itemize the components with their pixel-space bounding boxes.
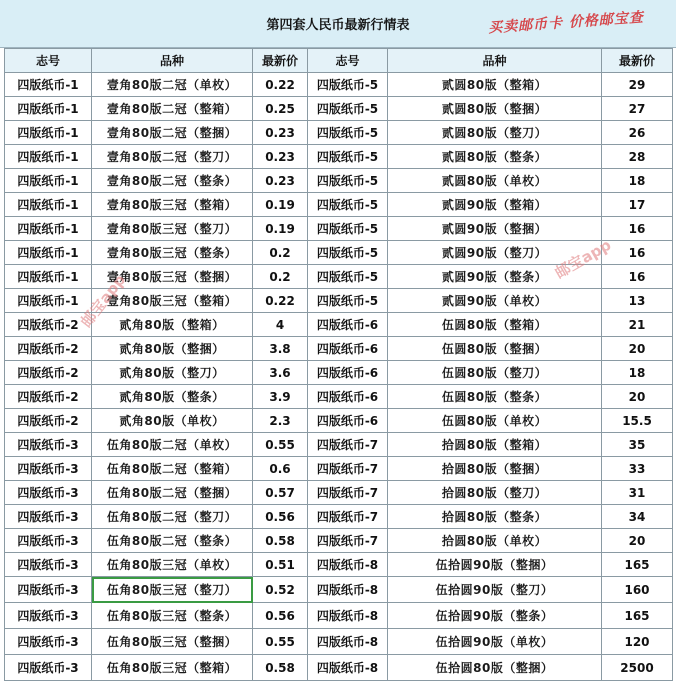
cell-price[interactable]: 160 xyxy=(602,577,673,603)
cell-code[interactable]: 四版纸币-8 xyxy=(308,553,388,577)
cell-price[interactable]: 0.55 xyxy=(253,629,308,655)
cell-variety[interactable]: 壹角80版三冠（整条） xyxy=(92,241,253,265)
cell-code[interactable]: 四版纸币-2 xyxy=(5,409,92,433)
cell-code[interactable]: 四版纸币-7 xyxy=(308,505,388,529)
cell-price[interactable]: 0.19 xyxy=(253,217,308,241)
cell-code[interactable]: 四版纸币-3 xyxy=(5,529,92,553)
header-price: 最新价 xyxy=(602,49,673,73)
price-table xyxy=(4,48,673,681)
cell-code[interactable]: 四版纸币-1 xyxy=(5,265,92,289)
cell-code[interactable]: 四版纸币-8 xyxy=(308,655,388,681)
cell-price[interactable]: 3.6 xyxy=(253,361,308,385)
cell-price[interactable]: 0.55 xyxy=(253,433,308,457)
cell-price[interactable]: 165 xyxy=(602,553,673,577)
cell-variety[interactable]: 拾圆80版（整刀） xyxy=(388,481,602,505)
cell-code[interactable]: 四版纸币-1 xyxy=(5,289,92,313)
watermark: 邮宝app xyxy=(551,235,615,283)
cell-price[interactable]: 0.51 xyxy=(253,553,308,577)
cell-price[interactable]: 18 xyxy=(602,169,673,193)
cell-code[interactable]: 四版纸币-2 xyxy=(5,361,92,385)
cell-price[interactable]: 16 xyxy=(602,241,673,265)
cell-price[interactable]: 0.57 xyxy=(253,481,308,505)
cell-price[interactable]: 20 xyxy=(602,337,673,361)
table-row xyxy=(5,457,673,481)
table-row xyxy=(5,553,673,577)
table-row xyxy=(5,313,673,337)
cell-price[interactable]: 13 xyxy=(602,289,673,313)
cell-code[interactable]: 四版纸币-1 xyxy=(5,193,92,217)
cell-variety[interactable]: 伍拾圆80版（整捆） xyxy=(388,655,602,681)
cell-variety[interactable]: 伍圆80版（整箱） xyxy=(388,313,602,337)
cell-code[interactable]: 四版纸币-5 xyxy=(308,241,388,265)
cell-variety[interactable]: 伍拾圆90版（整条） xyxy=(388,603,602,629)
cell-variety[interactable]: 伍角80版二冠（单枚） xyxy=(92,433,253,457)
cell-variety[interactable]: 伍圆80版（整捆） xyxy=(388,337,602,361)
cell-variety[interactable]: 伍角80版二冠（整条） xyxy=(92,529,253,553)
cell-price[interactable]: 0.58 xyxy=(253,655,308,681)
table-row xyxy=(5,121,673,145)
cell-price[interactable]: 2500 xyxy=(602,655,673,681)
cell-price[interactable]: 16 xyxy=(602,265,673,289)
header-row xyxy=(5,49,673,73)
table-row xyxy=(5,655,673,681)
cell-price[interactable]: 0.23 xyxy=(253,169,308,193)
header-variety: 品种 xyxy=(92,49,253,73)
table-row xyxy=(5,169,673,193)
cell-price[interactable]: 0.19 xyxy=(253,193,308,217)
cell-variety[interactable]: 贰圆80版（整刀） xyxy=(388,121,602,145)
cell-price[interactable]: 35 xyxy=(602,433,673,457)
cell-price[interactable]: 3.8 xyxy=(253,337,308,361)
cell-variety[interactable]: 贰角80版（整刀） xyxy=(92,361,253,385)
cell-variety[interactable]: 贰圆80版（整捆） xyxy=(388,97,602,121)
cell-code[interactable]: 四版纸币-6 xyxy=(308,385,388,409)
table-row xyxy=(5,505,673,529)
cell-variety[interactable]: 壹角80版三冠（整箱） xyxy=(92,193,253,217)
cell-code[interactable]: 四版纸币-2 xyxy=(5,337,92,361)
table-row xyxy=(5,481,673,505)
cell-code[interactable]: 四版纸币-1 xyxy=(5,169,92,193)
table-row xyxy=(5,145,673,169)
table-row xyxy=(5,409,673,433)
cell-price[interactable]: 0.25 xyxy=(253,97,308,121)
cell-variety[interactable]: 拾圆80版（整捆） xyxy=(388,457,602,481)
table-row xyxy=(5,97,673,121)
cell-price[interactable]: 28 xyxy=(602,145,673,169)
cell-variety[interactable]: 壹角80版二冠（整刀） xyxy=(92,145,253,169)
cell-code[interactable]: 四版纸币-5 xyxy=(308,121,388,145)
cell-variety[interactable]: 伍角80版三冠（整刀） xyxy=(92,577,253,603)
cell-code[interactable]: 四版纸币-3 xyxy=(5,433,92,457)
cell-price[interactable]: 0.56 xyxy=(253,603,308,629)
cell-price[interactable]: 2.3 xyxy=(253,409,308,433)
cell-code[interactable]: 四版纸币-3 xyxy=(5,655,92,681)
cell-price[interactable]: 0.58 xyxy=(253,529,308,553)
cell-price[interactable]: 0.6 xyxy=(253,457,308,481)
cell-variety[interactable]: 伍角80版三冠（单枚） xyxy=(92,553,253,577)
cell-code[interactable]: 四版纸币-6 xyxy=(308,409,388,433)
table-row xyxy=(5,73,673,97)
cell-code[interactable]: 四版纸币-8 xyxy=(308,629,388,655)
cell-variety[interactable]: 壹角80版三冠（整捆） xyxy=(92,265,253,289)
cell-price[interactable]: 0.23 xyxy=(253,145,308,169)
cell-variety[interactable]: 贰圆90版（整条） xyxy=(388,265,602,289)
table-row xyxy=(5,241,673,265)
cell-code[interactable]: 四版纸币-7 xyxy=(308,433,388,457)
cell-price[interactable]: 18 xyxy=(602,361,673,385)
cell-variety[interactable]: 伍角80版三冠（整捆） xyxy=(92,629,253,655)
table-row xyxy=(5,265,673,289)
cell-price[interactable]: 31 xyxy=(602,481,673,505)
cell-code[interactable]: 四版纸币-5 xyxy=(308,97,388,121)
cell-price[interactable]: 4 xyxy=(253,313,308,337)
header-code: 志号 xyxy=(308,49,388,73)
cell-code[interactable]: 四版纸币-6 xyxy=(308,313,388,337)
cell-price[interactable]: 20 xyxy=(602,385,673,409)
cell-code[interactable]: 四版纸币-5 xyxy=(308,145,388,169)
cell-price[interactable]: 33 xyxy=(602,457,673,481)
table-row xyxy=(5,433,673,457)
cell-variety[interactable]: 贰圆90版（单枚） xyxy=(388,289,602,313)
header-variety: 品种 xyxy=(388,49,602,73)
cell-variety[interactable]: 壹角80版二冠（单枚） xyxy=(92,73,253,97)
table-row xyxy=(5,603,673,629)
cell-price[interactable]: 27 xyxy=(602,97,673,121)
cell-variety[interactable]: 伍圆80版（整刀） xyxy=(388,361,602,385)
cell-variety[interactable]: 伍角80版三冠（整箱） xyxy=(92,655,253,681)
cell-price[interactable]: 34 xyxy=(602,505,673,529)
cell-code[interactable]: 四版纸币-5 xyxy=(308,193,388,217)
cell-variety[interactable]: 壹角80版三冠（整箱） xyxy=(92,289,253,313)
brand-tagline: 买卖邮币卡 价格邮宝查 xyxy=(487,9,645,37)
table-row xyxy=(5,629,673,655)
cell-code[interactable]: 四版纸币-1 xyxy=(5,241,92,265)
cell-code[interactable]: 四版纸币-6 xyxy=(308,361,388,385)
cell-code[interactable]: 四版纸币-2 xyxy=(5,313,92,337)
cell-code[interactable]: 四版纸币-1 xyxy=(5,217,92,241)
cell-price[interactable]: 15.5 xyxy=(602,409,673,433)
cell-code[interactable]: 四版纸币-6 xyxy=(308,337,388,361)
cell-variety[interactable]: 拾圆80版（整箱） xyxy=(388,433,602,457)
title-bar xyxy=(0,0,676,48)
cell-price[interactable]: 17 xyxy=(602,193,673,217)
cell-code[interactable]: 四版纸币-3 xyxy=(5,629,92,655)
table-row xyxy=(5,193,673,217)
cell-variety[interactable]: 拾圆80版（整条） xyxy=(388,505,602,529)
cell-variety[interactable]: 伍角80版二冠（整箱） xyxy=(92,457,253,481)
cell-code[interactable]: 四版纸币-5 xyxy=(308,73,388,97)
cell-variety[interactable]: 贰圆90版（整箱） xyxy=(388,193,602,217)
table-row xyxy=(5,337,673,361)
cell-variety[interactable]: 伍圆80版（整条） xyxy=(388,385,602,409)
table-row xyxy=(5,361,673,385)
cell-price[interactable]: 26 xyxy=(602,121,673,145)
cell-variety[interactable]: 壹角80版二冠（整箱） xyxy=(92,97,253,121)
cell-price[interactable]: 3.9 xyxy=(253,385,308,409)
cell-variety[interactable]: 伍角80版三冠（整条） xyxy=(92,603,253,629)
cell-variety[interactable]: 伍拾圆90版（整刀） xyxy=(388,577,602,603)
cell-code[interactable]: 四版纸币-3 xyxy=(5,481,92,505)
cell-variety[interactable]: 伍拾圆90版（单枚） xyxy=(388,629,602,655)
cell-code[interactable]: 四版纸币-1 xyxy=(5,97,92,121)
cell-price[interactable]: 120 xyxy=(602,629,673,655)
table-row xyxy=(5,289,673,313)
table-row xyxy=(5,217,673,241)
cell-code[interactable]: 四版纸币-7 xyxy=(308,529,388,553)
table-row xyxy=(5,385,673,409)
cell-price[interactable]: 165 xyxy=(602,603,673,629)
cell-variety[interactable]: 贰圆90版（整捆） xyxy=(388,217,602,241)
cell-code[interactable]: 四版纸币-3 xyxy=(5,505,92,529)
cell-variety[interactable]: 壹角80版二冠（整捆） xyxy=(92,121,253,145)
cell-variety[interactable]: 壹角80版三冠（整刀） xyxy=(92,217,253,241)
cell-price[interactable]: 0.56 xyxy=(253,505,308,529)
header-price: 最新价 xyxy=(253,49,308,73)
cell-variety[interactable]: 贰角80版（整条） xyxy=(92,385,253,409)
cell-price[interactable]: 0.22 xyxy=(253,73,308,97)
cell-code[interactable]: 四版纸币-3 xyxy=(5,603,92,629)
cell-variety[interactable]: 贰角80版（整箱） xyxy=(92,313,253,337)
cell-price[interactable]: 0.2 xyxy=(253,265,308,289)
cell-code[interactable]: 四版纸币-3 xyxy=(5,577,92,603)
cell-code[interactable]: 四版纸币-7 xyxy=(308,481,388,505)
cell-variety[interactable]: 贰圆80版（单枚） xyxy=(388,169,602,193)
cell-variety[interactable]: 贰圆90版（整刀） xyxy=(388,241,602,265)
cell-price[interactable]: 29 xyxy=(602,73,673,97)
cell-price[interactable]: 0.2 xyxy=(253,241,308,265)
cell-code[interactable]: 四版纸币-1 xyxy=(5,145,92,169)
cell-code[interactable]: 四版纸币-5 xyxy=(308,169,388,193)
cell-variety[interactable]: 贰角80版（整捆） xyxy=(92,337,253,361)
cell-code[interactable]: 四版纸币-3 xyxy=(5,553,92,577)
cell-variety[interactable]: 贰圆80版（整箱） xyxy=(388,73,602,97)
cell-variety[interactable]: 伍角80版二冠（整刀） xyxy=(92,505,253,529)
cell-variety[interactable]: 拾圆80版（单枚） xyxy=(388,529,602,553)
cell-price[interactable]: 0.52 xyxy=(253,577,308,603)
cell-code[interactable]: 四版纸币-7 xyxy=(308,457,388,481)
cell-code[interactable]: 四版纸币-5 xyxy=(308,217,388,241)
page-title: 第四套人民币最新行情表 xyxy=(266,18,410,33)
table-row xyxy=(5,529,673,553)
cell-price[interactable]: 21 xyxy=(602,313,673,337)
cell-variety[interactable]: 伍圆80版（单枚） xyxy=(388,409,602,433)
cell-variety[interactable]: 伍拾圆90版（整捆） xyxy=(388,553,602,577)
cell-code[interactable]: 四版纸币-1 xyxy=(5,121,92,145)
cell-code[interactable]: 四版纸币-5 xyxy=(308,289,388,313)
cell-variety[interactable]: 贰圆80版（整条） xyxy=(388,145,602,169)
cell-price[interactable]: 20 xyxy=(602,529,673,553)
cell-variety[interactable]: 贰角80版（单枚） xyxy=(92,409,253,433)
header-code: 志号 xyxy=(5,49,92,73)
table-row xyxy=(5,577,673,603)
watermark: 邮宝app xyxy=(77,270,130,331)
cell-variety[interactable]: 壹角80版二冠（整条） xyxy=(92,169,253,193)
cell-code[interactable]: 四版纸币-8 xyxy=(308,603,388,629)
cell-variety[interactable]: 伍角80版二冠（整捆） xyxy=(92,481,253,505)
cell-code[interactable]: 四版纸币-1 xyxy=(5,73,92,97)
cell-price[interactable]: 0.23 xyxy=(253,121,308,145)
cell-price[interactable]: 16 xyxy=(602,217,673,241)
cell-price[interactable]: 0.22 xyxy=(253,289,308,313)
cell-code[interactable]: 四版纸币-5 xyxy=(308,265,388,289)
cell-code[interactable]: 四版纸币-3 xyxy=(5,457,92,481)
cell-code[interactable]: 四版纸币-2 xyxy=(5,385,92,409)
cell-code[interactable]: 四版纸币-8 xyxy=(308,577,388,603)
